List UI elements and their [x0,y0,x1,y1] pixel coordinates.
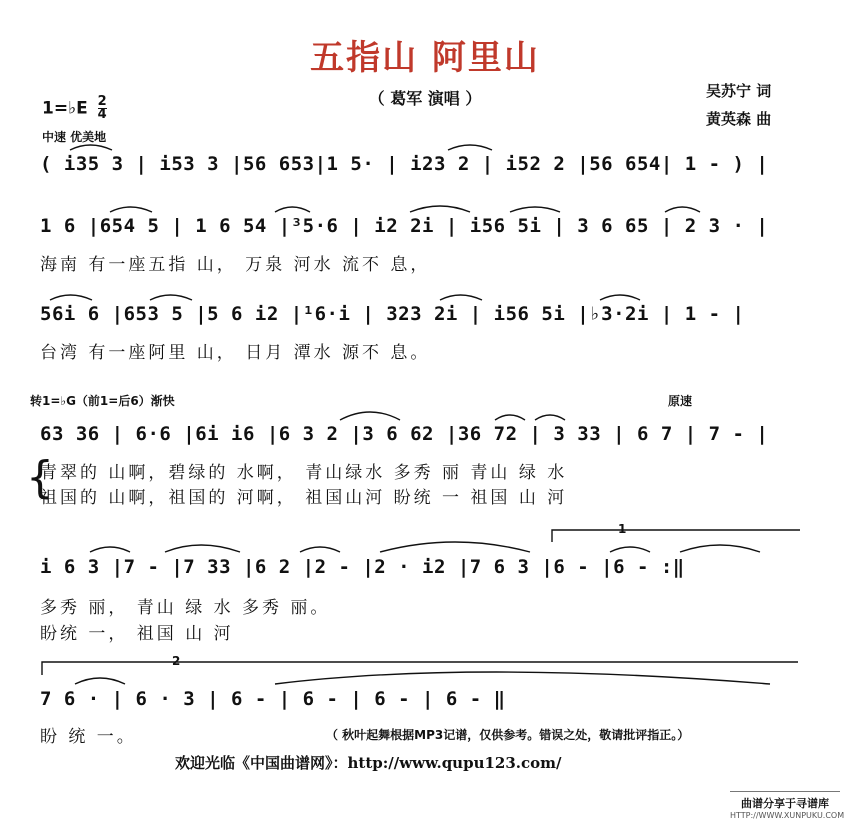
volta-2-label: 2 [172,654,181,668]
notation-row-6: 7 6 · | 6 · 3 | 6 - | 6 - | 6 - | 6 - ‖ [40,688,506,710]
watermark-url: HTTP://WWW.XUNPUKU.COM [730,811,845,820]
lyric-brace: { [26,452,54,503]
slur [300,547,340,552]
slur [448,145,492,150]
tie [165,545,240,552]
volta-1-bracket [552,530,800,542]
slur [535,415,565,420]
slur [510,207,560,212]
notation-row-2: 1 6 |654 5 | 1 6 54 |³5·6 | i2 2i | i56 5i | 3 6 65 | 2 3 · | [40,215,769,237]
slur [665,207,700,212]
time-top: 2 [97,94,107,109]
lyric-row-3: 台湾 有一座阿里 山， 日月 潭水 源不 息。 [40,343,431,363]
notation-row-5: i 6 3 |7 - |7 33 |6 2 |2 - |2 · i2 |7 6 3 |6 - |6 - :‖ [40,556,685,578]
lyricist-credit: 吴苏宁 词 [706,82,772,100]
slur [600,295,640,300]
slur [75,678,125,684]
slur [150,295,192,300]
slur [495,415,525,420]
performer-credit: （ 葛军 演唱 ） [368,89,482,108]
slur [50,295,92,300]
slur [440,295,482,300]
lyric-row-2: 海南 有一座五指 山， 万泉 河水 流不 息， [40,255,431,275]
song-title: 五指山 阿里山 [310,38,540,78]
lyric-row-4b: 祖国的 山啊，祖国的 河啊， 祖国山河 盼统 一 祖国 山 河 [40,488,568,508]
key-label: 1=♭E [42,98,88,119]
volta-1-label: 1 [618,522,627,536]
tempo-return: 原速 [668,394,693,408]
slur [340,412,400,420]
tempo-marking: 中速 优美地 [42,130,107,144]
lyric-row-4a: 青翠的 山啊，碧绿的 水啊， 青山绿水 多秀 丽 青山 绿 水 [40,463,568,483]
site-footer: 欢迎光临《中国曲谱网》：http://www.qupu123.com/ [175,754,562,772]
slur [275,207,310,212]
slur [90,547,130,552]
notation-row-4: 63 36 | 6·6 |6i i6 |6 3 2 |3 6 62 |36 72 | 3 33 | 6 7 | 7 - | [40,423,769,445]
time-bottom: 4 [97,107,107,122]
slur [610,547,650,552]
tie [680,545,760,552]
lyric-row-5b: 盼统 一， 祖国 山 河 [40,624,234,644]
notation-row-1: ( i35 3 | i53 3 |56 653|1 5· | i23 2 | i52 2 |56 654| 1 - ) | [40,153,769,175]
notation-row-3: 56i 6 |653 5 |5 6 i2 |¹6·i | 323 2i | i56 5i |♭3·2i | 1 - | [40,303,745,325]
slur [110,207,152,212]
slur [410,206,470,212]
watermark-title: 曲谱分享于寻谱库 [741,797,829,810]
modulation-marking: 转1=♭G（前1=后6）渐快 [30,394,175,408]
lyric-row-5a: 多秀 丽， 青山 绿 水 多秀 丽。 [40,598,331,618]
transcription-note: （ 秋叶起舞根据MP3记谱，仅供参考。错误之处，敬请批评指正。） [326,728,690,742]
slur [70,145,112,150]
composer-credit: 黄英森 曲 [706,110,772,128]
lyric-row-6: 盼 统 一。 [40,727,137,747]
tie [275,672,770,684]
tie [380,542,530,552]
